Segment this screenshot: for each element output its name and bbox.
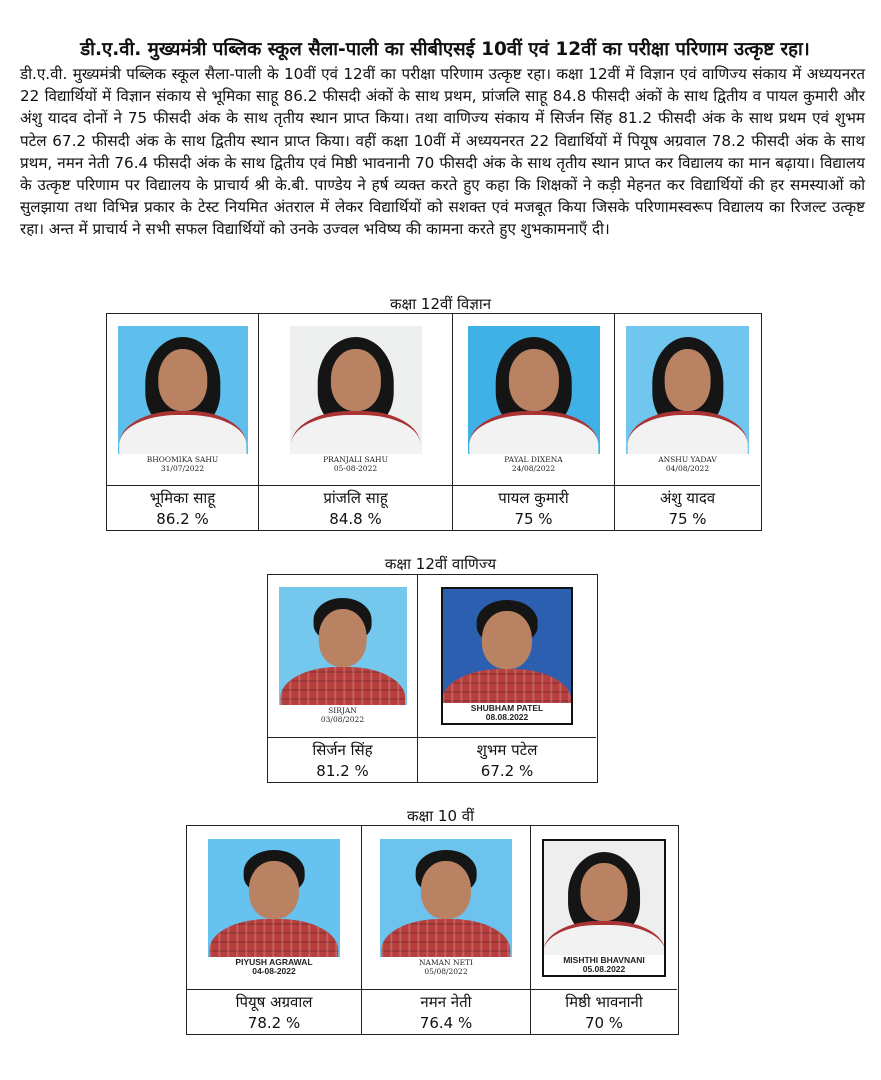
student-photo (208, 839, 340, 977)
student-percent: 81.2 % (316, 762, 369, 780)
student-photo (290, 326, 422, 474)
student-percent: 70 % (584, 1014, 624, 1032)
student-info (362, 990, 530, 1034)
student-name: पायल कुमारी (498, 489, 569, 507)
section-title-12-science: कक्षा 12वीं विज्ञान (389, 295, 492, 313)
face-shape (318, 609, 367, 667)
student-name: प्रांजलि साहू (323, 489, 388, 507)
face-shape (508, 349, 558, 411)
student-info (268, 738, 417, 782)
student-card (418, 575, 596, 782)
student-info (259, 486, 452, 530)
section-title-10: कक्षा 10 वीं (406, 807, 474, 825)
face-shape (158, 349, 207, 411)
photo-area (453, 314, 614, 486)
student-name: सिर्जन सिंह (312, 741, 373, 759)
student-percent: 76.4 % (419, 1014, 473, 1032)
student-percent: 86.2 % (156, 510, 209, 528)
student-info (531, 990, 677, 1034)
photo-area (531, 826, 677, 990)
student-name: अंशु यादव (659, 489, 716, 507)
student-info (615, 486, 760, 530)
photo-area (187, 826, 361, 990)
student-card (259, 314, 453, 530)
article-body: डी.ए.वी. मुख्यमंत्री पब्लिक स्कूल सैला-पाली के 10वीं एवं 12वीं का परीक्षा परिणाम उत्कृष्ट रहा। कक्षा 12वीं में विज्ञान एवं वाणिज्य संकाय में अध्ययनरत 22 विद्यार्थियों में विज्ञान संकाय से भूमिका साहू 86.2 फीसदी अंकों के साथ प्रथम, प्रांजलि साहू 84.8 फीसदी अंकों के साथ द्वितीय व पायल कुमारी और अंशु यादव दोनों ने 75 फीसदी अंक के साथ तृतीय स्थान प्राप्त किया। तथा वाणिज्य संकाय में सिर्जन सिंह 81.2 फीसदी अंक के साथ प्रथम एवं शुभम पटेल 67.2 फीसदी अंक के साथ द्वितीय स्थान प्राप्त किया। वहीं कक्षा 10वीं में अध्ययनरत 22 विद्यार्थियों में पियूष अग्रवाल 78.2 फीसदी अंक के साथ प्रथम, नमन नेती 76.4 फीसदी अंक के साथ द्वितीय एवं मिष्ठी भावनानी 70 फीसदी अंक के साथ तृतीय स्थान प्राप्त कर विद्यालय का मान बढ़ाया। विद्यालय के उत्कृष्ट परिणाम पर विद्यालय के प्राचार्य श्री के.बी. पाण्डेय ने हर्ष व्यक्त करते हुए कहा कि शिक्षकों ने कड़ी मेहनत कर विद्यार्थियों की हर समस्याओं को सुलझाया तथा विभिन्न प्रकार के टेस्ट नियमित अंतराल में लेकर विद्यार्थियों को सशक्त एवं मजबूत किया जिसके परिणामस्वरूप विद्यालय का रिजल्ट उत्कृष्ट रहा। अन्त में प्राचार्य ने सभी सफल विद्यार्थियों को उनके उज्वल भविष्य की कामना करते हुए शुभकामनाएँ दी। (20, 65, 865, 239)
student-photo (441, 587, 573, 725)
section-title-12-commerce: कक्षा 12वीं वाणिज्य (384, 555, 497, 573)
photo-caption: PAYAL DIXENA 24/08/2022 (468, 454, 600, 474)
photo-caption: SIRJAN 03/08/2022 (279, 705, 407, 725)
face-shape (482, 611, 532, 669)
student-card (531, 826, 677, 1034)
article-headline: डी.ए.वी. मुख्यमंत्री पब्लिक स्कूल सैला-पाली का सीबीएसई 10वीं एवं 12वीं का परीक्षा परिणाम उत्कृष्ट रहा। (80, 39, 810, 60)
student-name: नमन नेती (420, 993, 472, 1011)
photo-area (362, 826, 530, 990)
face-shape (421, 861, 471, 919)
student-info (107, 486, 258, 530)
student-card (615, 314, 760, 530)
photo-caption: PRANJALI SAHU 05-08-2022 (290, 454, 422, 474)
photo-caption: SHUBHAM PATEL 08.08.2022 (443, 703, 571, 723)
student-photo (542, 839, 666, 977)
grid-12-commerce (267, 574, 598, 783)
student-photo (279, 587, 407, 725)
student-photo (380, 839, 512, 977)
student-name: भूमिका साहू (149, 489, 216, 507)
student-name: शुभम पटेल (476, 741, 538, 759)
photo-caption: MISHTHI BHAVNANI 05.08.2022 (544, 955, 664, 975)
student-name: पियूष अग्रवाल (235, 993, 313, 1011)
student-photo (468, 326, 600, 474)
photo-area (268, 575, 417, 738)
photo-area (615, 314, 760, 486)
student-photo (118, 326, 248, 474)
student-card (362, 826, 531, 1034)
student-card (107, 314, 259, 530)
student-percent: 78.2 % (247, 1014, 301, 1032)
photo-caption: NAMAN NETI 05/08/2022 (380, 957, 512, 977)
student-info (418, 738, 596, 782)
student-name: मिष्ठी भावनानी (565, 993, 643, 1011)
student-percent: 75 % (514, 510, 553, 528)
student-photo (626, 326, 749, 474)
face-shape (664, 349, 711, 411)
photo-area (418, 575, 596, 738)
face-shape (249, 861, 299, 919)
photo-caption: BHOOMIKA SAHU 31/07/2022 (118, 454, 248, 474)
student-card (268, 575, 418, 782)
student-info (187, 990, 361, 1034)
photo-area (259, 314, 452, 486)
student-card (453, 314, 615, 530)
face-shape (580, 863, 627, 921)
student-percent: 84.8 % (329, 510, 382, 528)
photo-area (107, 314, 258, 486)
student-card (187, 826, 362, 1034)
grid-10 (186, 825, 679, 1035)
grid-12-science (106, 313, 762, 531)
photo-caption: PIYUSH AGRAWAL 04-08-2022 (208, 957, 340, 977)
student-info (453, 486, 614, 530)
photo-caption: ANSHU YADAV 04/08/2022 (626, 454, 749, 474)
face-shape (330, 349, 380, 411)
student-percent: 75 % (668, 510, 707, 528)
student-percent: 67.2 % (480, 762, 534, 780)
